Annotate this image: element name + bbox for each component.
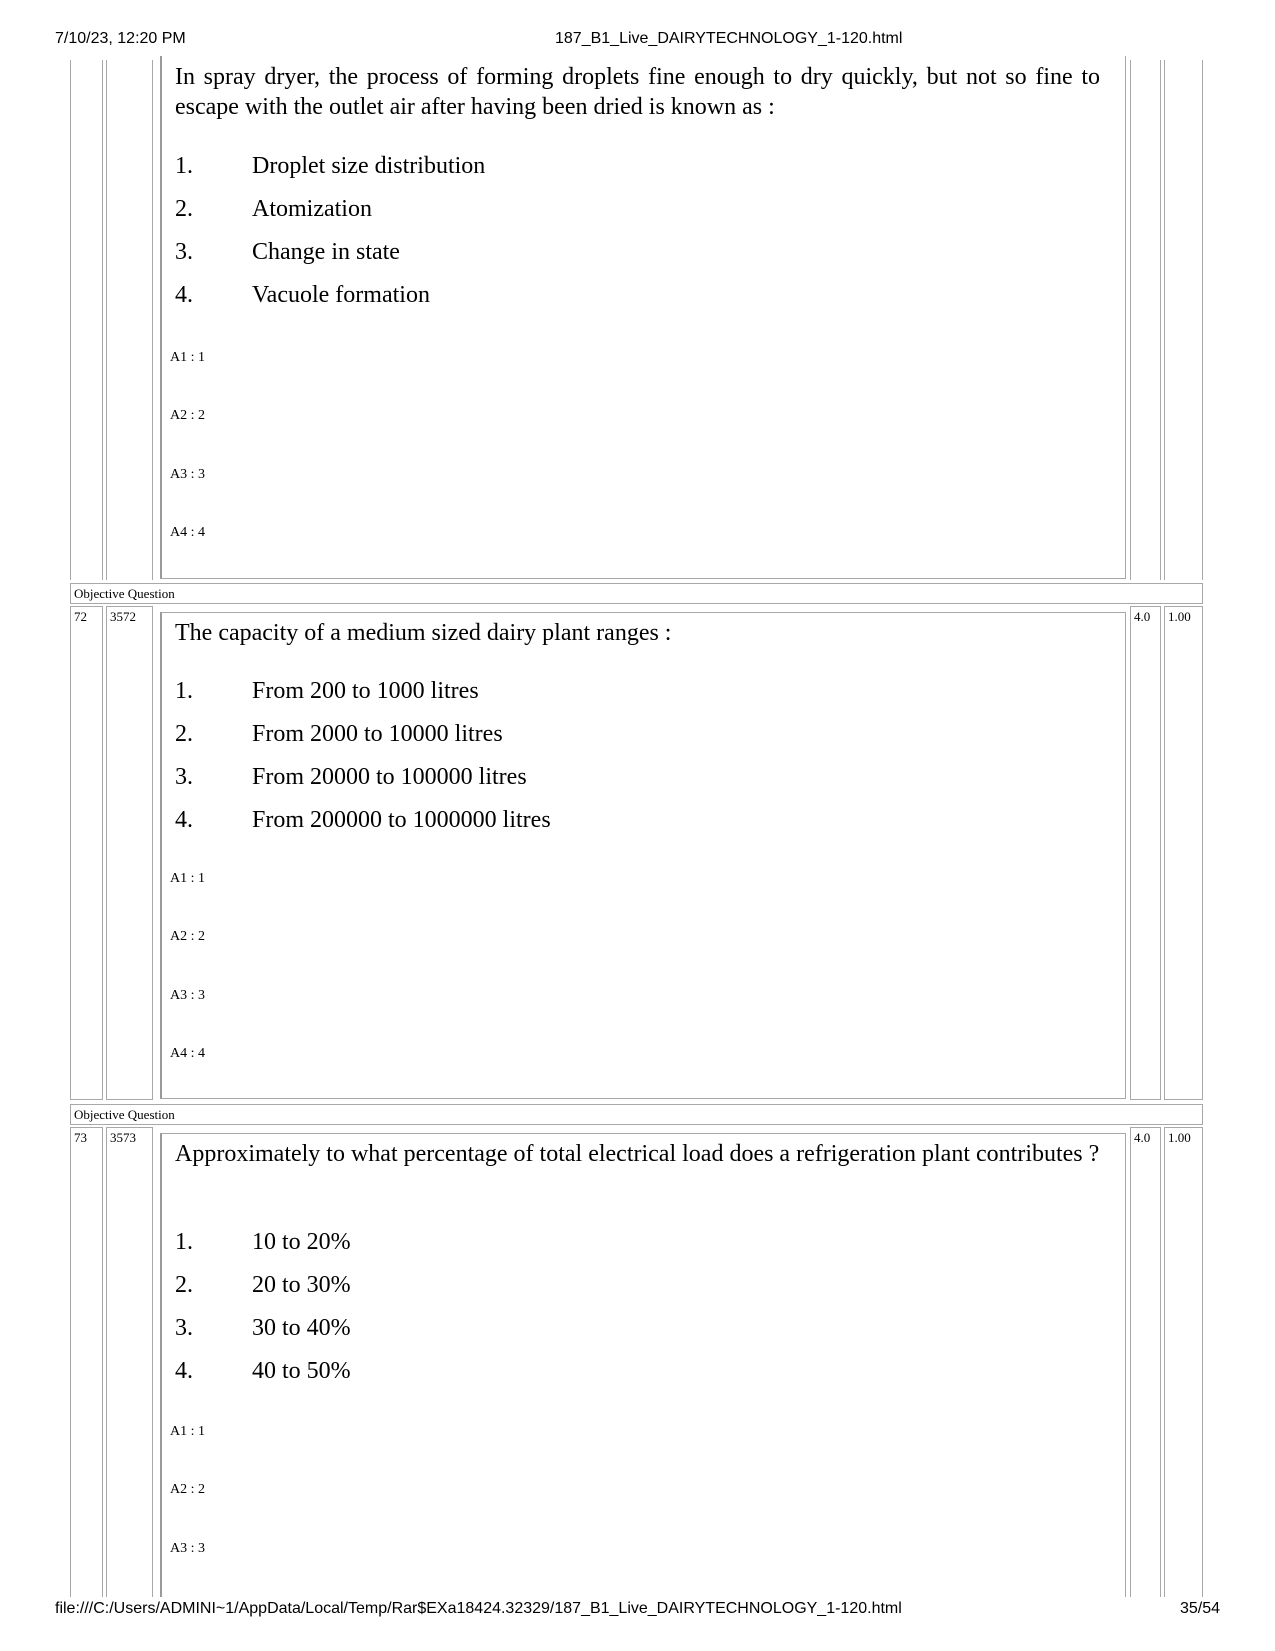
section-label: Objective Question — [74, 586, 175, 601]
question-text: Approximately to what percentage of total electrical load does a refrigeration plant contributes ? — [175, 1141, 1100, 1167]
marks-cell — [1130, 606, 1161, 1100]
print-title: 187_B1_Live_DAIRYTECHNOLOGY_1-120.html — [555, 30, 903, 47]
marks: 4.0 — [1134, 609, 1151, 624]
option-number: 1. — [175, 678, 193, 704]
column-border — [106, 60, 107, 580]
option-number: 2. — [175, 721, 193, 747]
marks-cell — [1130, 1127, 1161, 1597]
column-border — [70, 60, 71, 580]
answer-option-id: A3 : 3 — [170, 1541, 205, 1556]
option-text: Change in state — [252, 239, 400, 265]
answer-option-id: A2 : 2 — [170, 408, 205, 423]
option-text: 30 to 40% — [252, 1315, 351, 1341]
answer-option-id: A1 : 1 — [170, 350, 205, 365]
page-number: 35/54 — [1180, 1600, 1221, 1617]
option-number: 4. — [175, 1358, 193, 1384]
option-text: 20 to 30% — [252, 1272, 351, 1298]
question-id-cell — [106, 606, 153, 1100]
section-label-row — [70, 1104, 1203, 1125]
option-number: 1. — [175, 153, 193, 179]
option-number: 3. — [175, 1315, 193, 1341]
answer-option-id: A1 : 1 — [170, 1424, 205, 1439]
option-text: From 2000 to 10000 litres — [252, 721, 503, 747]
option-text: From 200000 to 1000000 litres — [252, 807, 551, 833]
serial-number: 72 — [74, 609, 87, 624]
column-border — [1130, 60, 1131, 580]
option-number: 2. — [175, 196, 193, 222]
option-text: Droplet size distribution — [252, 153, 486, 179]
section-label-row — [70, 583, 1203, 604]
question-text: In spray dryer, the process of forming droplets fine enough to dry quickly, but not so fine to escape with the outlet air after having been dried is known as : — [175, 64, 1100, 120]
negative-marks-cell — [1164, 1127, 1203, 1597]
option-number: 1. — [175, 1229, 193, 1255]
option-number: 2. — [175, 1272, 193, 1298]
answer-option-id: A2 : 2 — [170, 1482, 205, 1497]
negative-marks: 1.00 — [1168, 1130, 1191, 1145]
section-label: Objective Question — [74, 1107, 175, 1122]
answer-option-id: A3 : 3 — [170, 988, 205, 1003]
option-text: Atomization — [252, 196, 372, 222]
option-text: From 20000 to 100000 litres — [252, 764, 527, 790]
option-text: Vacuole formation — [252, 282, 430, 308]
question-id: 3572 — [110, 609, 136, 624]
answer-option-id: A3 : 3 — [170, 467, 205, 482]
answer-option-id: A4 : 4 — [170, 525, 205, 540]
column-border — [1160, 60, 1161, 580]
print-file-path: file:///C:/Users/ADMINI~1/AppData/Local/Temp/Rar$EXa18424.32329/187_B1_Live_DAIRYTECHNOLOGY_1-120.html — [55, 1600, 902, 1617]
option-number: 3. — [175, 239, 193, 265]
answer-option-id: A2 : 2 — [170, 929, 205, 944]
answer-option-id: A1 : 1 — [170, 871, 205, 886]
column-border — [152, 60, 153, 580]
option-text: From 200 to 1000 litres — [252, 678, 479, 704]
question-text: The capacity of a medium sized dairy plant ranges : — [175, 620, 672, 646]
column-border — [1202, 60, 1203, 580]
option-text: 10 to 20% — [252, 1229, 351, 1255]
option-number: 4. — [175, 807, 193, 833]
negative-marks: 1.00 — [1168, 609, 1191, 624]
option-number: 4. — [175, 282, 193, 308]
column-border — [102, 60, 103, 580]
question-cell — [160, 56, 1126, 579]
question-id-cell — [106, 1127, 153, 1597]
serial-cell — [70, 606, 103, 1100]
column-border — [1164, 60, 1165, 580]
print-date: 7/10/23, 12:20 PM — [55, 30, 186, 47]
answer-option-id: A4 : 4 — [170, 1046, 205, 1061]
serial-number: 73 — [74, 1130, 87, 1145]
question-id: 3573 — [110, 1130, 136, 1145]
option-text: 40 to 50% — [252, 1358, 351, 1384]
negative-marks-cell — [1164, 606, 1203, 1100]
option-number: 3. — [175, 764, 193, 790]
marks: 4.0 — [1134, 1130, 1151, 1145]
serial-cell — [70, 1127, 103, 1597]
